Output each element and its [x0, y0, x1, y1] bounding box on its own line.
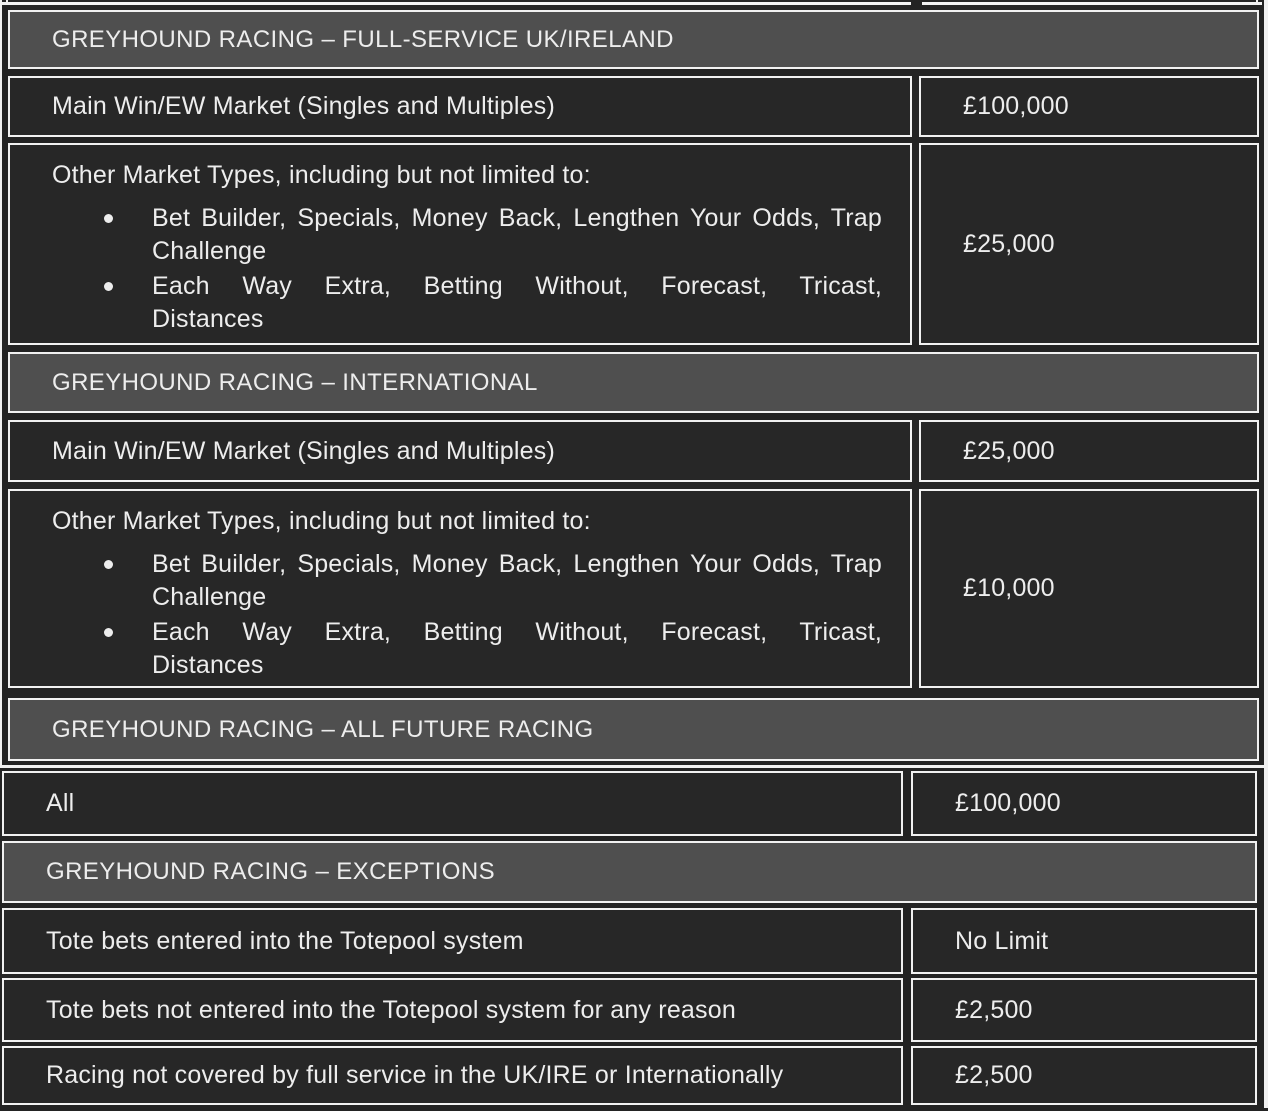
- row-value: £25,000: [963, 229, 1055, 258]
- row-value-cell: [911, 771, 1257, 836]
- row-label: Other Market Types, including but not limited to:: [52, 507, 591, 535]
- row-label-cell: [8, 420, 912, 482]
- border-line: [922, 2, 1262, 5]
- table-outer-left-border: [0, 0, 2, 768]
- row-value: No Limit: [955, 926, 1049, 955]
- row-label: Main Win/EW Market (Singles and Multiples): [52, 92, 555, 120]
- row-value-cell: [919, 420, 1259, 482]
- bullet-item: Each Way Extra, Betting Without, Forecast, Tricast, Distances: [152, 270, 882, 336]
- section-header-international: [8, 352, 1259, 413]
- section-header-text: GREYHOUND RACING – INTERNATIONAL: [52, 368, 538, 396]
- table-outer-bottom-border: [0, 765, 1268, 768]
- row-value: £100,000: [955, 789, 1061, 817]
- section-header-exceptions: [2, 841, 1257, 903]
- border-line: [1256, 0, 1258, 3]
- table-outer-right-border: [1264, 0, 1268, 1108]
- row-label: Racing not covered by full service in the UK/IRE or Internationally: [46, 1061, 784, 1089]
- bullet-list: [52, 548, 894, 682]
- row-label-cell: [8, 76, 912, 137]
- row-value-cell: [919, 489, 1259, 688]
- row-value-cell: [911, 1046, 1257, 1105]
- bullet-item: Bet Builder, Specials, Money Back, Lengthen Your Odds, Trap Challenge: [152, 548, 882, 614]
- row-value: £10,000: [963, 574, 1055, 602]
- row-label: Other Market Types, including but not limited to:: [52, 161, 591, 189]
- section-header-text: GREYHOUND RACING – EXCEPTIONS: [46, 858, 496, 885]
- bullet-item: Bet Builder, Specials, Money Back, Lengthen Your Odds, Trap Challenge: [152, 202, 882, 268]
- row-label-cell: [2, 908, 903, 974]
- row-label-cell: [2, 978, 903, 1042]
- row-value-cell: [911, 908, 1257, 974]
- row-value: £25,000: [963, 436, 1055, 465]
- row-label: All: [46, 789, 75, 817]
- section-header-all-future-racing: [8, 698, 1259, 761]
- row-value: £2,500: [955, 995, 1033, 1024]
- row-label-cell: [8, 143, 912, 345]
- row-value: £100,000: [963, 92, 1069, 120]
- border-line: [6, 0, 8, 3]
- section-header-full-service: [8, 10, 1259, 69]
- row-label: Tote bets entered into the Totepool system: [46, 926, 524, 955]
- border-line: [2, 2, 911, 5]
- row-label-cell: [2, 771, 903, 836]
- row-label-cell: [8, 489, 912, 688]
- row-value: £2,500: [955, 1061, 1033, 1089]
- row-label: Main Win/EW Market (Singles and Multiples): [52, 436, 555, 465]
- bullet-item: Each Way Extra, Betting Without, Forecast, Tricast, Distances: [152, 616, 882, 682]
- bullet-list: [52, 202, 894, 336]
- row-label-cell: [2, 1046, 903, 1105]
- row-value-cell: [919, 76, 1259, 137]
- row-label: Tote bets not entered into the Totepool system for any reason: [46, 995, 736, 1024]
- section-header-text: GREYHOUND RACING – FULL-SERVICE UK/IRELAND: [52, 25, 674, 53]
- section-header-text: GREYHOUND RACING – ALL FUTURE RACING: [52, 715, 594, 743]
- row-value-cell: [919, 143, 1259, 345]
- row-value-cell: [911, 978, 1257, 1042]
